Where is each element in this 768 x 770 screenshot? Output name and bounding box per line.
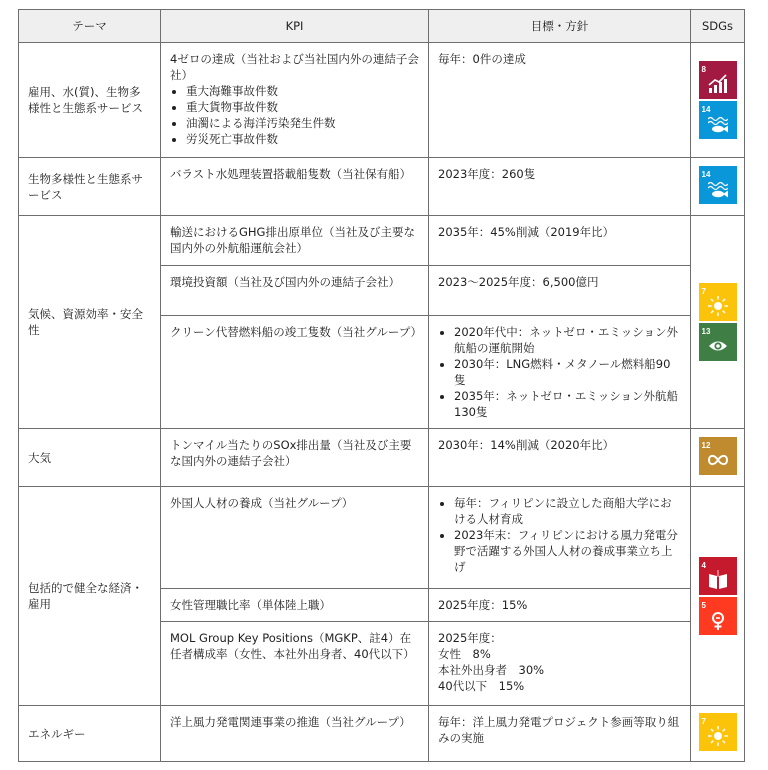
target-line: 40代以下 15% [438,679,525,693]
kpi-cell: MOL Group Key Positions（MGKP、註4）在任者構成率（女性、本社外出身者、40代以下） [161,622,429,706]
list-item: • 毎年：フィリピンに設立した商船大学における人材育成 [454,495,681,527]
list-item: • 2020年代中：ネットゼロ・エミッション外航船の運航開始 [454,324,681,356]
sdg-12-icon: 12 [699,437,737,475]
kpi-cell: 洋上風力発電関連事業の推進（当社グループ） [161,706,429,762]
list-item: • 重大貨物事故件数 [186,99,419,115]
sdg-cell [691,706,745,762]
sdg-13-icon: 13 [699,323,737,361]
theme-cell: 気候、資源効率・安全性 [19,216,161,429]
target-line: 2025年度： [438,631,502,645]
list-item: • 油濁による海洋汚染発生件数 [186,115,419,131]
kpi-cell: 女性管理職比率（単体陸上職） [161,589,429,622]
header-target: 目標・方針 [429,10,691,43]
theme-cell: 包括的で健全な経済・雇用 [19,487,161,706]
sdg-7-icon: 7 [699,713,737,751]
kpi-list [170,83,419,147]
table-row [19,706,745,762]
target-cell: 毎年：0件の達成 [429,43,691,158]
sdg-cell [691,429,745,487]
sdg-cell [691,487,745,706]
target-line: 女性 8% [438,647,491,661]
target-cell: 2025年度：15% [429,589,691,622]
kpi-cell: 外国人人材の養成（当社グループ） [161,487,429,589]
list-item: • 重大海難事故件数 [186,83,419,99]
target-cell: 2035年：45%削減（2019年比） [429,216,691,266]
target-cell: 2030年：14%削減（2020年比） [429,429,691,487]
target-cell [429,487,691,589]
sdg-4-icon: 4 [699,557,737,595]
sdg-cell [691,43,745,158]
target-cell: 毎年：洋上風力発電プロジェクト参画等取り組みの実施 [429,706,691,762]
kpi-cell: トンマイル当たりのSOx排出量（当社及び主要な国内外の連結子会社） [161,429,429,487]
theme-cell: 生物多様性と生態系サービス [19,158,161,216]
target-cell: 2023年度：260隻 [429,158,691,216]
list-item: • 労災死亡事故件数 [186,131,419,147]
header-row [19,10,745,43]
list-item: • 2030年：LNG燃料・メタノール燃料船90隻 [454,356,681,388]
kpi-cell: 輸送におけるGHG排出原単位（当社及び主要な国内外の外航船運航会社） [161,216,429,266]
kpi-cell [161,43,429,158]
target-cell: 2023～2025年度：6,500億円 [429,266,691,316]
kpi-cell: バラスト水処理装置搭載船隻数（当社保有船） [161,158,429,216]
target-cell [429,316,691,429]
table-row [19,158,745,216]
kpi-cell: クリーン代替燃料船の竣工隻数（当社グループ） [161,316,429,429]
list-item: • 2035年：ネットゼロ・エミッション外航船130隻 [454,388,681,420]
sdg-14-icon: 14 [699,166,737,204]
list-item: • 2023年末：フィリピンにおける風力発電分野で活躍する外国人人材の養成事業立ち上げ [454,527,681,575]
theme-cell: エネルギー [19,706,161,762]
header-sdgs: SDGs [691,10,745,43]
sdg-7-icon: 7 [699,283,737,321]
table-row [19,43,745,158]
sdg-5-icon: 5 [699,597,737,635]
kpi-intro: 4ゼロの達成（当社および当社国内外の連結子会社） [170,52,419,82]
sdg-14-icon: 14 [699,101,737,139]
theme-cell: 大気 [19,429,161,487]
target-line: 本社外出身者 30% [438,663,545,677]
table-row [19,487,745,589]
sdg-8-icon: 8 [699,61,737,99]
theme-cell: 雇用、水(質)、生物多様性と生態系サービス [19,43,161,158]
target-cell [429,622,691,706]
target-list [438,495,681,575]
table-row [19,216,745,266]
sdg-cell [691,216,745,429]
table-row [19,429,745,487]
header-kpi: KPI [161,10,429,43]
header-theme: テーマ [19,10,161,43]
target-list [438,324,681,420]
kpi-cell: 環境投資額（当社及び国内外の連結子会社） [161,266,429,316]
sdg-cell [691,158,745,216]
sdgs-kpi-table [18,9,745,762]
